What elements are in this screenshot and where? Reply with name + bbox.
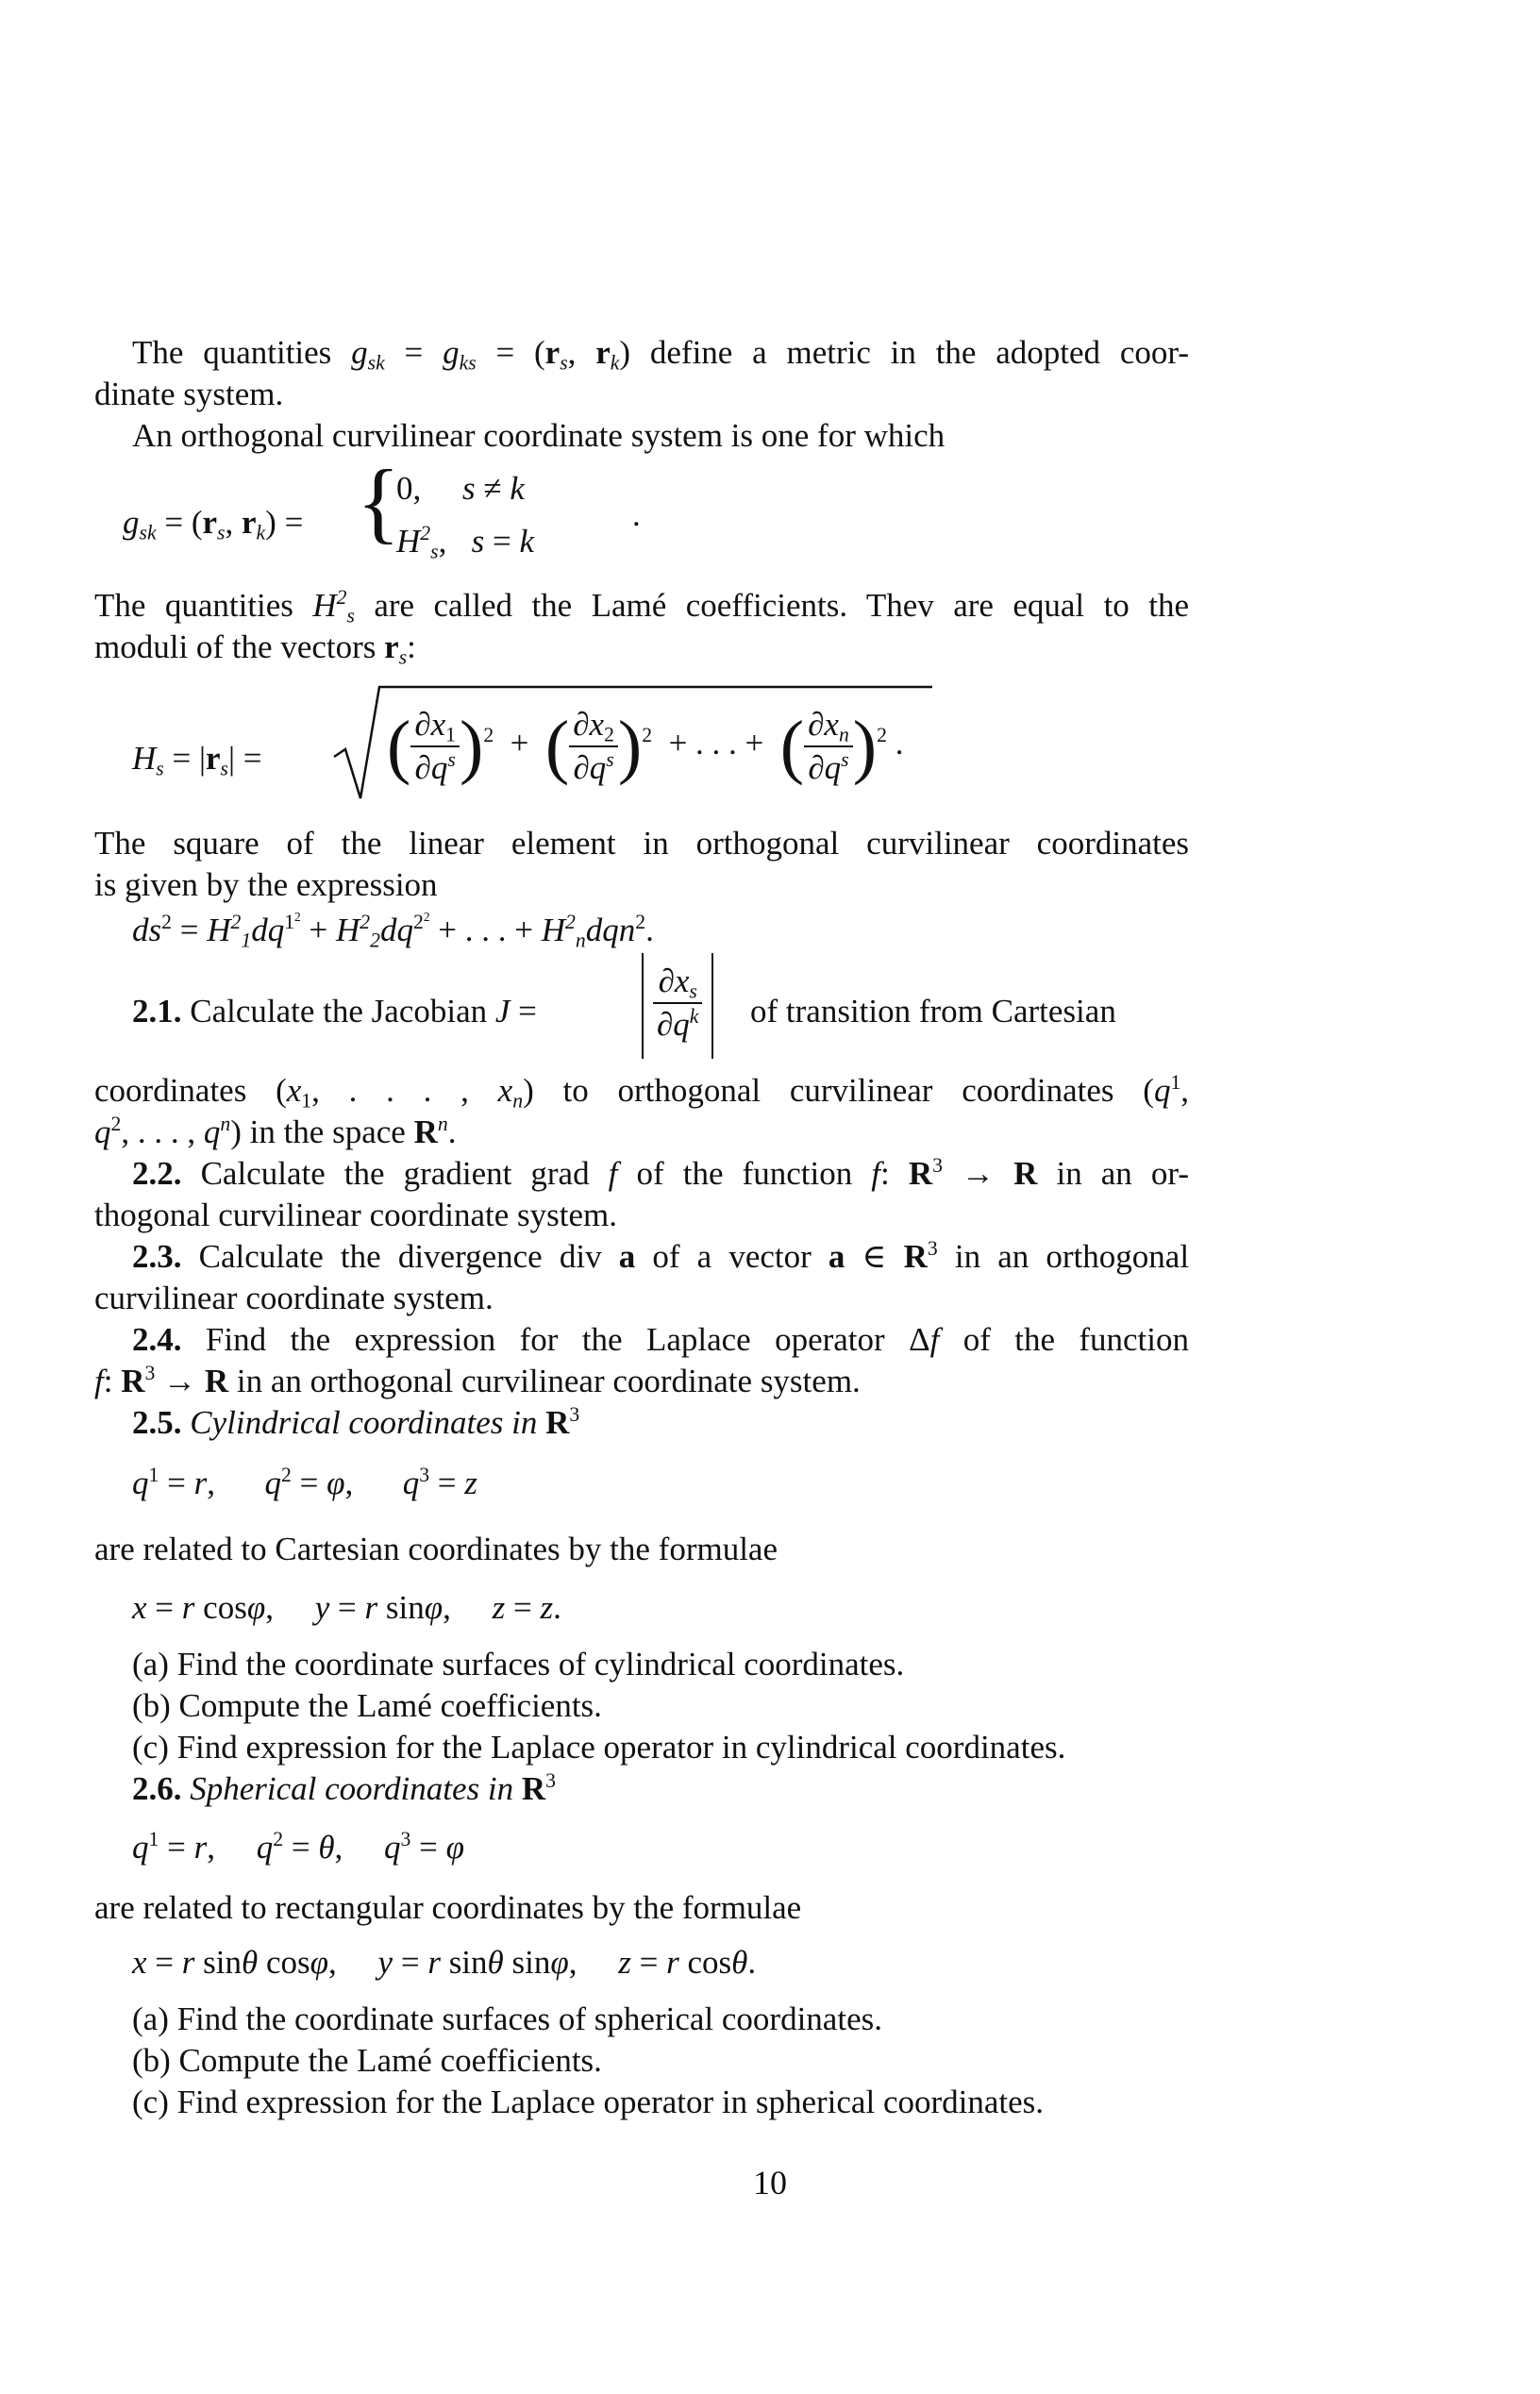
cylindrical-coordinates: $q^1 = r$, $q^2 = \varphi$, $q^3 = z$ [132,1463,477,1501]
linear-element-formula: $ds^2 = H^2_1dq^{1^2} + H^2_2dq^{2^2}$ + . . . + $H^2_ndqn^2$. [132,909,654,952]
lame-definition-line: The quantities $H^2_s$ are called the Lamé coefficients. Thev are equal to the [94,585,1189,628]
lame-definition-line-2: moduli of the vectors $r_s$: [94,628,416,669]
problem-2-3-line-2: curvilinear coordinate system. [94,1280,494,1316]
problem-2-6-a: (a) Find the coordinate surfaces of spherical coordinates. [132,2001,882,2037]
linear-element-line-2: is given by the expression [94,866,438,903]
lame-formula-lhs: $H_s = |r_s|$ = [132,740,262,780]
problem-2-4-line-1: 2.4. Find the expression for the Laplace operator Δf of the function [132,1321,1189,1358]
problem-2-5-a: (a) Find the coordinate surfaces of cylindrical coordinates. [132,1646,905,1682]
metric-definition-line: The quantities $g_{sk} = g_{ks} = (r_s$, $r_k$) define a metric in the adopted coor- [132,334,1190,375]
problem-2-2-line-2: thogonal curvilinear coordinate system. [94,1197,618,1233]
brace-symbol: { [357,451,401,552]
problem-2-6-title: 2.6. Spherical coordinates in $R^3$ [132,1768,556,1807]
page-number: 10 [753,2164,787,2201]
linear-element-line: The square of the linear element in orthogonal curvilinear coordinates [94,825,1189,862]
problem-2-6-related: are related to rectangular coordinates by the formulae [94,1889,802,1926]
problem-2-4-line-2: f: $R^3 \to R$ in an orthogonal curvilinear coordinate system. [94,1361,861,1399]
jacobian-determinant: $\frac{\partial x_s}{\partial q^k}$ [642,953,713,1059]
problem-2-1-line-1b: of transition from Cartesian [750,993,1116,1030]
cylindrical-formulae: x = r cosφ, y = r sinφ, z = z. [132,1589,561,1626]
problem-2-3-line-1: 2.3. Calculate the divergence div a of a vector a ∈ $R^3$ in an orthogonal [132,1236,1190,1275]
problem-2-6-c: (c) Find expression for the Laplace operator in spherical coordinates. [132,2084,1045,2120]
problem-2-1-line-3: $q^2$, . . . , $q^n$) in the space $R^n$. [94,1112,457,1150]
metric-case-1: 0, s ≠ k [396,470,525,507]
textbook-page: The quantities $g_{sk} = g_{ks} = (r_s$, $r_k$) define a metric in the adopted coor- dinate system. An orthogonal curvilinear coordinate system is one for which $g_{sk} = (r_s$, $r_k$) = { 0, s ≠ k $H^2_s$, s = k . The quantities $H^2_s$ are called the Lamé coefficients. Thev are equal to the moduli of the vectors $r_s$: $H_s = |r_s|$ = ( $\frac{\partial x_1}{\partial q^s}$ )$^2$ + ( $\frac{\partial x_2}{\partial q^s}$ )$^2$ + . . . + ( $\frac{\partial x_n}{\partial q^s}$ )$^2$ . The square of the linear element in orthogonal curvilinear coordinates is given by the expression $ds^2 = H^2_1dq^{1^2} + H^2_2dq^{2^2}$ + . . . + $H^2_ndqn^2$. 2.1. Calculate the Jacobian J = $\frac{\partial x_s}{\partial q^k}$ of transition from Cartesian coordinates ($x_1$, . . . , $x_n$) to orthogonal curvilinear coordinates ($q^1$, $q^2$, . . . , $q^n$) in the space $R^n$. 2.2. Calculate the gradient grad f of the function f: $R^3 \to R$ in an or- thogonal curvilinear coordinate system. 2.3. Calculate the divergence div a of a vector a ∈ $R^3$ in an orthogonal curvilinear coordinate system. 2.4. Find the expression for the Laplace operator Δf of the function f: $R^3 \to R$ in an orthogonal curvilinear coordinate system. 2.5. Cylindrical coordinates in $R^3$ $q^1 = r$, $q^2 = \varphi$, $q^3 = z$ are related to Cartesian coordinates by the formulae x = r cosφ, y = r sinφ, z = z. (a) Find the coordinate surfaces of cylindrical coordinates. (b) Compute the Lamé coefficients. (c) Find expression for the Laplace operator in cylindrical coordinates. 2.6. Spherical coordinates in $R^3$ $q^1 = r$, $q^2 = \theta$, $q^3 = \varphi$ are related to rectangular coordinates by the formulae x = r sinθ cosφ, y = r sinθ sinφ, z = r cosθ. (a) Find the coordinate surfaces of spherical coordinates. (b) Compute the Lamé coefficients. (c) Find expression for the Laplace operator in spherical coordinates. 10 [0,0,1540,2394]
lame-formula-rhs: ( $\frac{\partial x_1}{\partial q^s}$ )$^2$ + ( $\frac{\partial x_2}{\partial q^s}$ )$^2$ + . . . + ( $\frac{\partial x_n}{\partial q^s}$ )$^2$ . [387,706,904,786]
problem-2-1-line-2: coordinates ($x_1$, . . . , $x_n$) to orthogonal curvilinear coordinates ($q^1$, [94,1070,1190,1113]
problem-2-5-title: 2.5. Cylindrical coordinates in $R^3$ [132,1402,580,1441]
metric-equation-lhs: $g_{sk} = (r_s$, $r_k$) = [123,504,304,544]
problem-2-2-line-1: 2.2. Calculate the gradient grad f of the function f: $R^3 \to R$ in an or- [132,1153,1189,1192]
problem-2-5-b: (b) Compute the Lamé coefficients. [132,1687,602,1724]
problem-2-5-related: are related to Cartesian coordinates by the formulae [94,1531,778,1567]
problem-2-5-c: (c) Find expression for the Laplace operator in cylindrical coordinates. [132,1729,1066,1766]
metric-definition-line-2: dinate system. [94,376,284,412]
metric-case-2: $H^2_s$, s = k [396,521,534,563]
problem-2-1-line-1: 2.1. Calculate the Jacobian J = [132,993,537,1030]
spherical-formulae: x = r sinθ cosφ, y = r sinθ sinφ, z = r cosθ. [132,1944,757,1981]
spherical-coordinates: $q^1 = r$, $q^2 = \theta$, $q^3 = \varphi$ [132,1827,464,1866]
problem-2-6-b: (b) Compute the Lamé coefficients. [132,2042,602,2079]
orthogonal-intro: An orthogonal curvilinear coordinate system is one for which [132,417,946,454]
